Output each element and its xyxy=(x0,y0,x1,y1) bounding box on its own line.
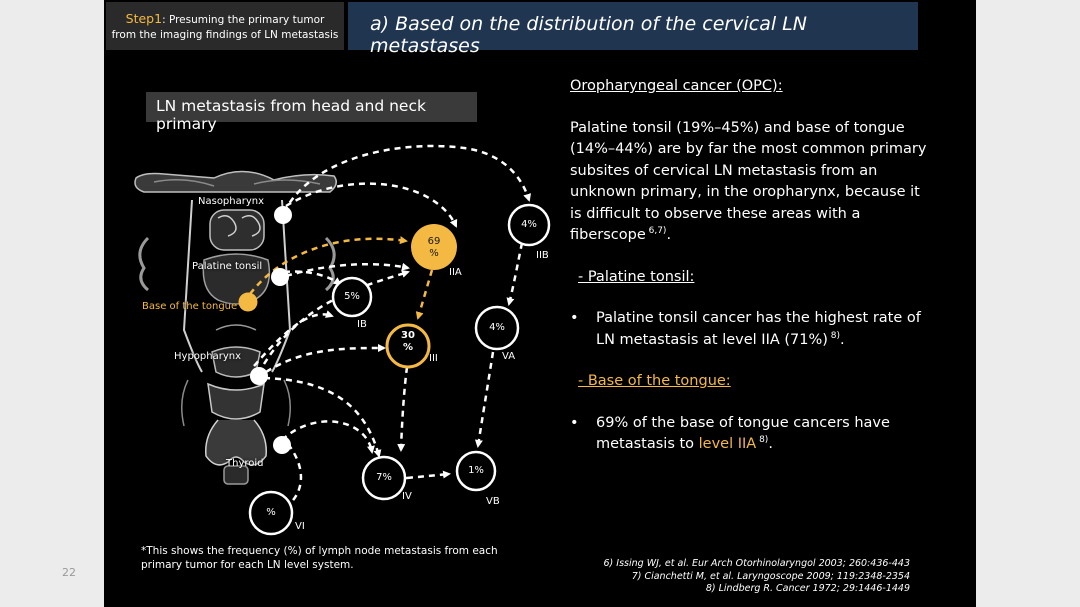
bullet2-highlight: level IIA xyxy=(698,436,757,452)
bullet2-ref: 8) xyxy=(756,435,769,446)
connector-hypo-to-iii xyxy=(266,348,384,372)
panel-paragraph-text: Palatine tonsil (19%–45%) and base of tongue (14%–44%) are by far the most common primary subsites of cervical LN metastasis from an unknown primary, in the oropharynx, because it is difficult to observe these areas with a fiberscope xyxy=(570,119,927,243)
diagram-footnote: *This shows the frequency (%) of lymph node metastasis from each primary tumor for each LN level system. xyxy=(141,545,498,571)
level-label-vb: VB xyxy=(486,496,500,507)
level-label-iii: III xyxy=(429,353,438,364)
bullet-symbol: • xyxy=(570,414,579,431)
label-palatine-tonsil: Palatine tonsil xyxy=(192,261,263,272)
bullet2-end: . xyxy=(768,436,773,452)
connector-va-to-vb xyxy=(478,352,493,446)
reference-7: 7) Cianchetti M, et al. Laryngoscope 2009; 119:2348-2354 xyxy=(631,570,910,582)
connector-hypo-to-ib xyxy=(254,314,332,366)
bullet-symbol: • xyxy=(570,310,579,326)
level-label-va: VA xyxy=(502,351,516,362)
node-value-iv: 7% xyxy=(376,472,392,483)
step-label: Step1 xyxy=(125,11,163,26)
label-hypopharynx: Hypopharynx xyxy=(174,351,242,362)
site-marker-base-of-tongue xyxy=(239,293,258,312)
bullet-base-of-tongue-text xyxy=(596,413,930,456)
level-label-iib: IIB xyxy=(536,250,549,261)
node-value-ib: 5% xyxy=(344,291,360,302)
node-value-iib: 4% xyxy=(521,219,537,230)
bullet1-text: Palatine tonsil cancer has the highest rate of LN metastasis at level IIA (71%) xyxy=(596,310,921,348)
bullet1-ref: 8) xyxy=(827,330,841,341)
subheading-palatine-tonsil: - Palatine tonsil: xyxy=(578,268,695,285)
connector-iv-vb xyxy=(407,474,449,478)
panel-paragraph xyxy=(570,118,930,247)
panel-paragraph-ref: 6,7) xyxy=(645,226,667,237)
subheading-base-of-tongue: - Base of the tongue: xyxy=(578,373,731,389)
bullet1-end: . xyxy=(840,331,845,348)
diagram-title: LN metastasis from head and neck primary xyxy=(146,92,477,122)
anatomy-illustration xyxy=(135,171,336,484)
connector-iia-to-iii xyxy=(418,270,432,318)
page-number: 22 xyxy=(62,566,76,579)
connector-iii-to-iv xyxy=(401,367,407,450)
connector-tonsil-to-iia xyxy=(286,264,408,276)
slide xyxy=(104,0,976,607)
node-value-va: 4% xyxy=(489,322,505,333)
site-marker-palatine-tonsil xyxy=(271,268,289,286)
bullet2-text: 69% of the base of tongue cancers have metastasis to xyxy=(596,414,890,452)
level-label-iv: IV xyxy=(402,491,412,502)
site-marker-thyroid xyxy=(273,436,291,454)
panel-paragraph-end: . xyxy=(666,227,672,243)
bullet-base-of-tongue xyxy=(570,413,930,456)
panel-heading: Oropharyngeal cancer (OPC): xyxy=(570,78,783,94)
text-panel xyxy=(570,76,930,476)
label-nasopharynx: Nasopharynx xyxy=(198,196,265,207)
label-base-of-tongue: Base of the tongue xyxy=(142,301,238,312)
reference-6: 6) Issing WJ, et al. Eur Arch Otorhinolaryngol 2003; 260:436-443 xyxy=(603,558,910,569)
step-text-line2: from the imaging findings of LN metastasis xyxy=(111,29,339,41)
label-thyroid: Thyroid xyxy=(226,458,264,469)
connector-tongue-to-iia xyxy=(250,239,406,294)
step-text-line1: : Presuming the primary tumor xyxy=(162,14,325,26)
site-marker-nasopharynx xyxy=(274,206,292,224)
level-label-ib: IB xyxy=(357,319,367,330)
level-label-vi: VI xyxy=(295,521,305,532)
bullet-palatine-tonsil-text xyxy=(596,308,930,351)
site-marker-hypopharynx xyxy=(250,367,268,385)
node-value-vb: 1% xyxy=(468,465,484,476)
connector-thyroid-to-iv xyxy=(282,421,372,452)
bullet-palatine-tonsil xyxy=(570,308,930,351)
reference-8: 8) Lindberg R. Cancer 1972; 29:1446-1449 xyxy=(705,583,910,594)
slide-title: a) Based on the distribution of the cervical LN metastases xyxy=(348,2,918,50)
node-value-vi: % xyxy=(266,507,276,518)
level-label-iia: IIA xyxy=(449,267,462,278)
references xyxy=(490,558,910,596)
node-value-iia: 69 % xyxy=(427,236,441,259)
node-value-iii: 30 % xyxy=(401,330,415,353)
connector-iib-to-va xyxy=(509,243,522,304)
